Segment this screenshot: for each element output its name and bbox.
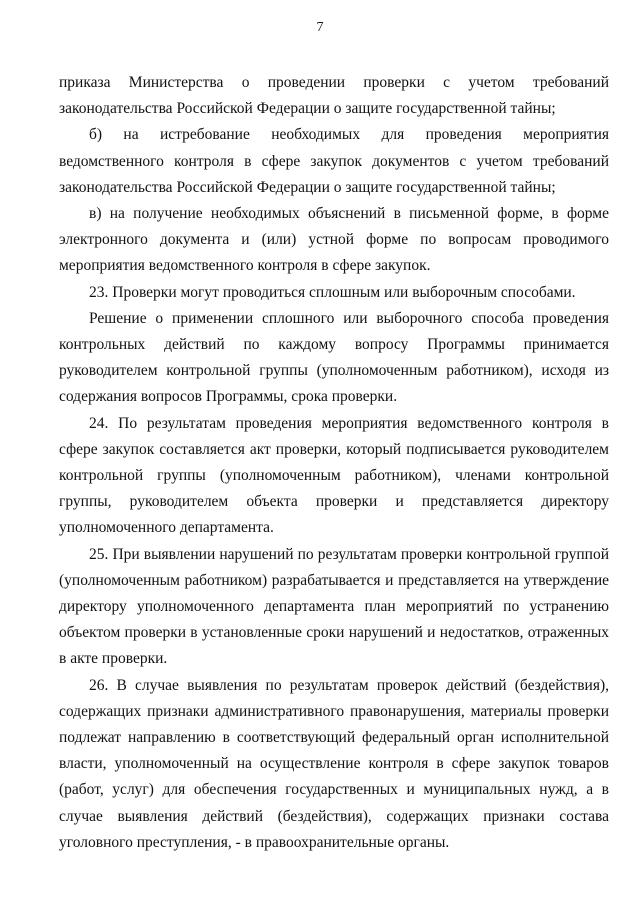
page-number: 7: [316, 20, 324, 35]
paragraph-24: 24. По результатам проведения мероприятия ведомственного контроля в сфере закупок составляется акт проверки, который подписывается руководителем контрольной группы (уполномоченным работником), членами контрольной группы, руководителем объекта проверки и представляется директору уполномоченного департамента.: [59, 414, 609, 537]
paragraph-23: 23. Проверки могут проводиться сплошным или выборочным способами.: [89, 283, 576, 301]
paragraph-item-v: в) на получение необходимых объяснений в письменной форме, в форме электронного документа и (или) устной форме по вопросам проводимого мероприятия ведомственного контроля в сфере закупок.: [59, 205, 609, 275]
paragraph-item-b: б) на истребование необходимых для проведения мероприятия ведомственного контроля в сфере закупок документов с учетом требований законодательства Российской Федерации о защите государственной тайны;: [59, 126, 609, 196]
paragraph-26: 26. В случае выявления по результатам проверок действий (бездействия), содержащих признаки административного правонарушения, материалы проверки подлежат направлению в соответствующий федеральный орган исполнительной власти, уполномоченный на осуществление контроля в сфере закупок товаров (работ, услуг) для обеспечения государственных и муниципальных нужд, а в случае выявления действий (бездействия), содержащих признаки состава уголовного преступления, - в правоохранительные органы.: [59, 676, 609, 851]
paragraph-decision: Решение о применении сплошного или выборочного способа проведения контрольных действий по каждому вопросу Программы принимается руководителем контрольной группы (уполномоченным работником), исходя из содержания вопросов Программы, срока проверки.: [59, 309, 609, 406]
paragraph-25: 25. При выявлении нарушений по результатам проверки контрольной группой (уполномоченным работником) разрабатывается и представляется на утверждение директору уполномоченного департамента план мероприятий по устранению объектом проверки в установленные сроки нарушений и недостатков, отраженных в акте проверки.: [59, 545, 609, 668]
document-body: [59, 70, 609, 856]
paragraph-continuation: приказа Министерства о проведении проверки с учетом требований законодательства Российской Федерации о защите государственной тайны;: [59, 74, 609, 118]
